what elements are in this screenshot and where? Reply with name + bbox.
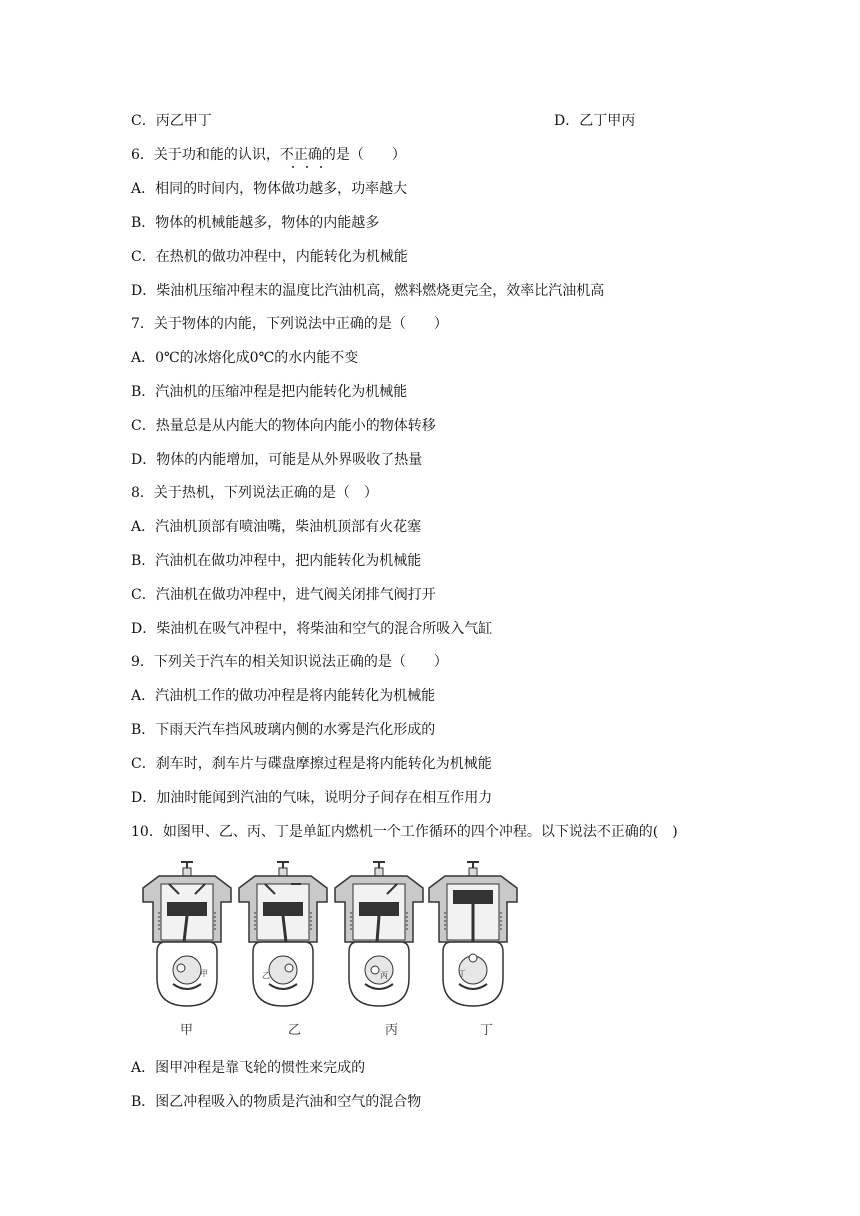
engine-inner-label-ding: 丁 xyxy=(458,969,466,978)
q6-option-c: C．在热机的做功冲程中，内能转化为机械能 xyxy=(131,249,408,265)
q10-option-b: B．图乙冲程吸入的物质是汽油和空气的混合物 xyxy=(131,1094,422,1110)
q8-option-b: B．汽油机在做功冲程中，把内能转化为机械能 xyxy=(131,553,422,569)
q7-option-a: A．0℃的冰熔化成0℃的水内能不变 xyxy=(131,350,359,366)
q9-stem: 9．下列关于汽车的相关知识说法正确的是（ ） xyxy=(131,654,448,670)
engine-diagram-yi xyxy=(235,860,331,1010)
engine-inner-label-bing: 丙 xyxy=(380,971,388,980)
engine-diagram-bing xyxy=(331,860,427,1010)
figure-caption-jia: 甲 xyxy=(180,1023,194,1038)
figure-caption-bing: 丙 xyxy=(385,1023,399,1038)
q10-option-a: A．图甲冲程是靠飞轮的惯性来完成的 xyxy=(131,1060,366,1076)
engine-inner-label-jia: 甲 xyxy=(200,969,208,978)
q9-option-b: B．下雨天汽车挡风玻璃内侧的水雾是汽化形成的 xyxy=(131,722,436,738)
q7-option-c: C．热量总是从内能大的物体向内能小的物体转移 xyxy=(131,418,436,434)
engine-inner-label-yi: 乙 xyxy=(262,971,270,980)
q8-option-a: A．汽油机顶部有喷油嘴，柴油机顶部有火花塞 xyxy=(131,519,422,535)
engine-diagram-ding xyxy=(425,860,521,1010)
q8-stem: 8．关于热机，下列说法正确的是（ ） xyxy=(131,485,378,501)
q10-stem: 10．如图甲、乙、丙、丁是单缸内燃机一个工作循环的四个冲程。以下说法不正确的( ) xyxy=(131,824,678,840)
q5-options-row xyxy=(131,111,636,131)
q5-option-d: D．乙丁甲丙 xyxy=(554,113,636,129)
q6-option-b: B．物体的机械能越多，物体的内能越多 xyxy=(131,215,380,231)
figure-caption-yi: 乙 xyxy=(288,1023,302,1038)
q6-option-a: A．相同的时间内，物体做功越多，功率越大 xyxy=(131,181,408,197)
q7-option-d: D．物体的内能增加，可能是从外界吸收了热量 xyxy=(131,452,423,468)
q9-option-a: A．汽油机工作的做功冲程是将内能转化为机械能 xyxy=(131,688,436,704)
q9-option-d: D．加油时能闻到汽油的气味，说明分子间存在相互作用力 xyxy=(131,790,493,806)
q6-stem: 6．关于功和能的认识，不正确的是（ ） xyxy=(131,147,406,163)
q8-option-d: D．柴油机在吸气冲程中，将柴油和空气的混合所吸入气缸 xyxy=(131,621,493,637)
q8-option-c: C．汽油机在做功冲程中，进气阀关闭排气阀打开 xyxy=(131,587,436,603)
q5-option-c: C．丙乙甲丁 xyxy=(131,113,212,129)
q6-option-d: D．柴油机压缩冲程末的温度比汽油机高，燃料燃烧更完全，效率比汽油机高 xyxy=(131,283,605,299)
emphasis-dots xyxy=(290,166,330,172)
figure-caption-ding: 丁 xyxy=(480,1023,494,1038)
q7-option-b: B．汽油机的压缩冲程是把内能转化为机械能 xyxy=(131,384,408,400)
q7-stem: 7．关于物体的内能，下列说法中正确的是（ ） xyxy=(131,316,448,332)
q9-option-c: C．刹车时，刹车片与碟盘摩擦过程是将内能转化为机械能 xyxy=(131,756,492,772)
engine-diagram-jia xyxy=(139,860,235,1010)
